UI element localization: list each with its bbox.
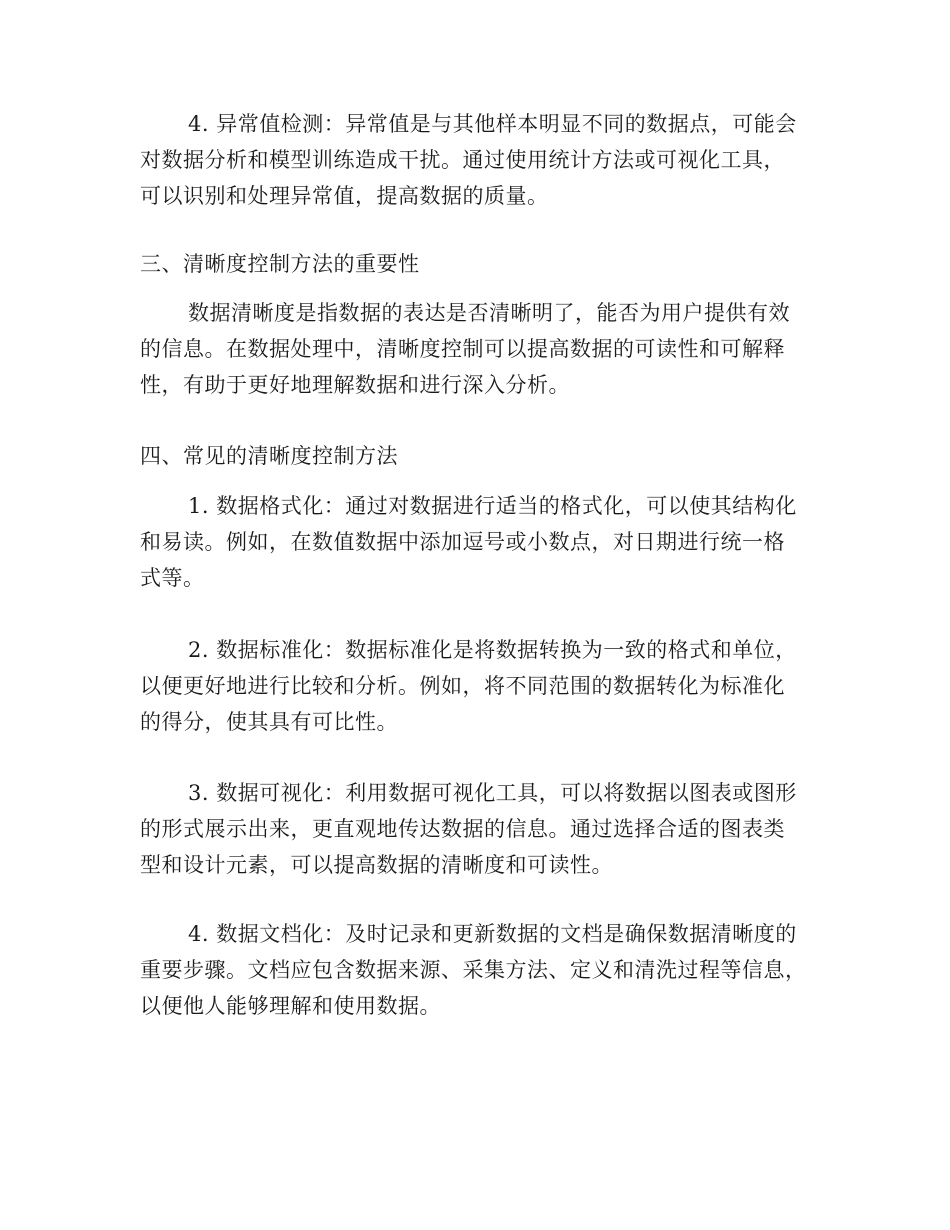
- paragraph-line: 和易读。例如，在数值数据中添加逗号或小数点，对日期进行统一格: [140, 530, 785, 554]
- heading-text: 四、常见的清晰度控制方法: [140, 444, 398, 468]
- paragraph-method-documentation: [140, 916, 820, 1024]
- paragraph-method-visualization: [140, 775, 820, 883]
- paragraph-line: 的形式展示出来，更直观地传达数据的信息。通过选择合适的图表类: [140, 817, 785, 841]
- paragraph-outlier-detection: [140, 106, 820, 214]
- paragraph-line: 以便更好地进行比较和分析。例如，将不同范围的数据转化为标准化: [140, 674, 785, 698]
- paragraph-line: 1. 数据格式化：通过对数据进行适当的格式化，可以使其结构化: [188, 494, 797, 518]
- paragraph-line: 3. 数据可视化：利用数据可视化工具，可以将数据以图表或图形: [188, 781, 797, 805]
- paragraph-line: 式等。: [140, 566, 205, 590]
- paragraph-line: 可以识别和处理异常值，提高数据的质量。: [140, 184, 549, 208]
- paragraph-method-formatting: [140, 488, 820, 596]
- section-heading-common-methods: [140, 438, 820, 474]
- heading-text: 三、清晰度控制方法的重要性: [140, 252, 420, 276]
- paragraph-line: 重要步骤。文档应包含数据来源、采集方法、定义和清洗过程等信息，: [140, 958, 807, 982]
- paragraph-line: 数据清晰度是指数据的表达是否清晰明了，能否为用户提供有效: [188, 301, 790, 325]
- paragraph-clarity-intro: [140, 295, 820, 403]
- paragraph-line: 2. 数据标准化：数据标准化是将数据转换为一致的格式和单位，: [188, 638, 797, 662]
- paragraph-line: 的得分，使其具有可比性。: [140, 710, 398, 734]
- paragraph-line: 的信息。在数据处理中，清晰度控制可以提高数据的可读性和可解释: [140, 337, 785, 361]
- paragraph-line: 对数据分析和模型训练造成干扰。通过使用统计方法或可视化工具，: [140, 148, 785, 172]
- paragraph-line: 以便他人能够理解和使用数据。: [140, 994, 441, 1018]
- paragraph-line: 4. 数据文档化：及时记录和更新数据的文档是确保数据清晰度的: [188, 922, 797, 946]
- section-heading-importance: [140, 246, 820, 282]
- paragraph-line: 性，有助于更好地理解数据和进行深入分析。: [140, 373, 570, 397]
- paragraph-line: 型和设计元素，可以提高数据的清晰度和可读性。: [140, 853, 613, 877]
- paragraph-line: 4. 异常值检测：异常值是与其他样本明显不同的数据点，可能会: [188, 112, 797, 136]
- paragraph-method-standardization: [140, 632, 820, 740]
